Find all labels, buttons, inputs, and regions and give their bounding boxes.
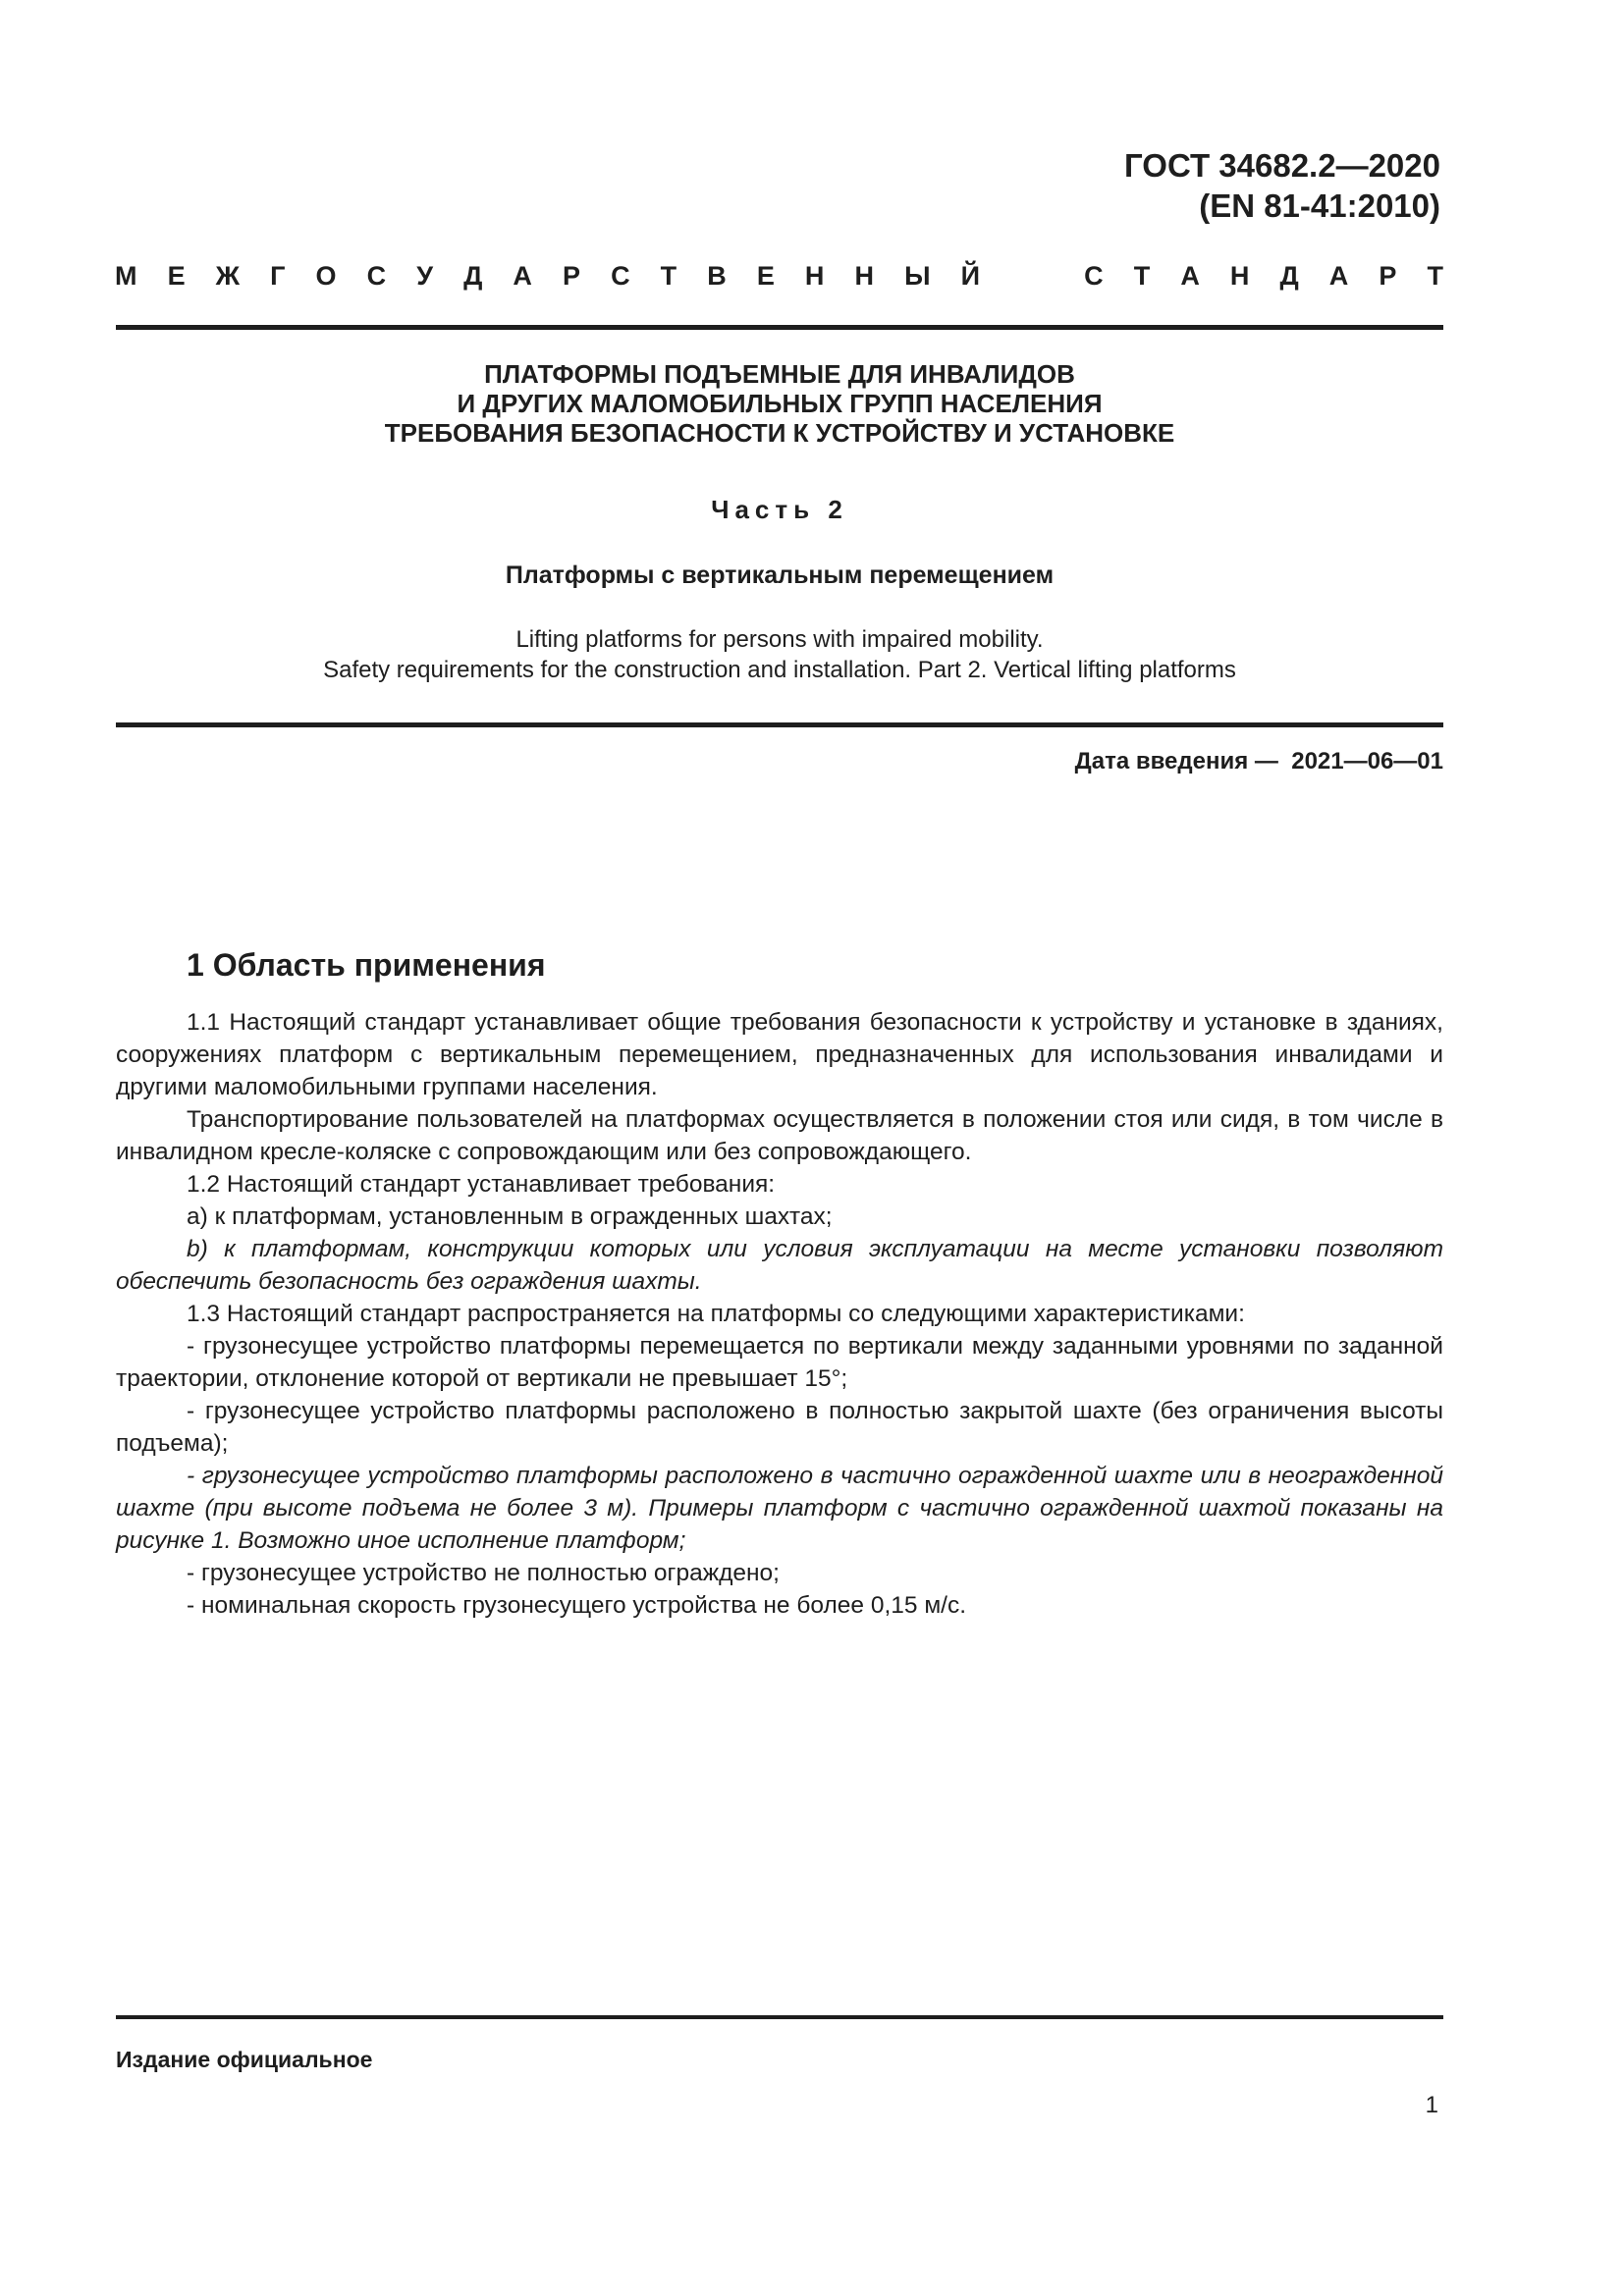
banner-letter: А	[513, 261, 532, 291]
title-line-1: ПЛАТФОРМЫ ПОДЪЕМНЫЕ ДЛЯ ИНВАЛИДОВ	[484, 359, 1075, 389]
banner-letter: Е	[167, 261, 186, 291]
paragraph: 1.1 Настоящий стандарт устанавливает общие требования безопасности к устройству и установке в зданиях, сооружениях платформ с вертикальным перемещением, предназначенных для использования инвалидами и другими маломобильными группами населения.	[116, 1009, 1443, 1100]
paragraph: Транспортирование пользователей на платформах осуществляется в положении стоя или сидя, в том числе в инвалидном кресле-коляске с сопровождающим или без сопровождающего.	[116, 1106, 1443, 1165]
banner-letter: Д	[463, 261, 483, 291]
banner-letter: Р	[1379, 261, 1397, 291]
document-subtitle: Платформы с вертикальным перемещением	[505, 561, 1055, 589]
banner-letter: С	[1084, 261, 1104, 291]
banner-letter: Г	[270, 261, 286, 291]
banner-letter: С	[366, 261, 387, 291]
official-edition-label: Издание официальное	[116, 2047, 373, 2072]
banner-gap	[1010, 259, 1054, 293]
paragraph: b) к платформам, конструкции которых или условия эксплуатации на месте установки позволяют обеспечить безопасность без ограждения шахты.	[116, 1236, 1443, 1295]
banner-letter: Т	[1427, 261, 1443, 291]
introduction-date: Дата введения — 2021—06—01	[1074, 748, 1443, 774]
top-rule	[116, 325, 1443, 330]
banner-letter: Ы	[904, 261, 931, 291]
banner-letter: Н	[804, 261, 825, 291]
part-label: Часть 2	[711, 495, 848, 524]
document-title	[116, 359, 1443, 448]
english-title-line-1: Lifting platforms for persons with impaired mobility.	[515, 626, 1044, 653]
paragraph: - грузонесущее устройство платформы расположено в полностью закрытой шахте (без ограничения высоты подъема);	[116, 1398, 1443, 1457]
paragraph: - грузонесущее устройство платформы расположено в частично огражденной шахте или в неогражденной шахте (при высоте подъема не более 3 м). Примеры платформ с частично огражденной шахтой показаны на рисунке 1. Возможно иное исполнение платформ;	[116, 1463, 1443, 1554]
banner-letter: У	[416, 261, 434, 291]
banner-letter: М	[115, 261, 137, 291]
title-line-3: ТРЕБОВАНИЯ БЕЗОПАСНОСТИ К УСТРОЙСТВУ И УСТАНОВКЕ	[384, 418, 1175, 448]
standard-number: ГОСТ 34682.2—2020	[1124, 147, 1440, 184]
paragraph: - грузонесущее устройство платформы перемещается по вертикали между заданными уровнями по заданной траектории, отклонение которой от вертикали не превышает 15°;	[116, 1333, 1443, 1392]
banner-letter: Н	[1229, 261, 1250, 291]
page-number: 1	[1425, 2092, 1438, 2118]
english-title	[116, 624, 1443, 685]
section-heading: 1 Область применения	[187, 947, 546, 983]
banner-letter: С	[611, 261, 630, 291]
banner-letter: Д	[1279, 261, 1299, 291]
standard-id-block	[1124, 145, 1440, 226]
equivalent-standard: (EN 81-41:2010)	[1199, 187, 1440, 224]
banner-letter: А	[1180, 261, 1200, 291]
banner-letter: Р	[563, 261, 581, 291]
title-bottom-rule	[116, 722, 1443, 727]
paragraph: а) к платформам, установленным в огражденных шахтах;	[187, 1203, 833, 1230]
section-body	[116, 1006, 1443, 1622]
paragraph: 1.3 Настоящий стандарт распространяется на платформы со следующими характеристиками:	[187, 1301, 1245, 1327]
banner-letter: Ж	[215, 261, 241, 291]
interstate-standard-banner	[115, 259, 1443, 293]
banner-letter: Т	[660, 261, 677, 291]
paragraph: - номинальная скорость грузонесущего устройства не более 0,15 м/с.	[187, 1592, 967, 1619]
paragraph: 1.2 Настоящий стандарт устанавливает требования:	[187, 1171, 776, 1198]
banner-letter: О	[315, 261, 337, 291]
banner-letter: Е	[756, 261, 775, 291]
title-line-2: И ДРУГИХ МАЛОМОБИЛЬНЫХ ГРУПП НАСЕЛЕНИЯ	[457, 389, 1103, 418]
banner-letter: А	[1328, 261, 1349, 291]
footer-rule	[116, 2015, 1443, 2019]
banner-letter: Н	[854, 261, 874, 291]
banner-letter: В	[707, 261, 727, 291]
paragraph: - грузонесущее устройство не полностью ограждено;	[187, 1560, 780, 1586]
banner-letter: Й	[960, 261, 980, 291]
english-title-line-2: Safety requirements for the construction and installation. Part 2. Vertical lifting platforms	[323, 657, 1236, 683]
banner-letter: Т	[1133, 261, 1151, 291]
